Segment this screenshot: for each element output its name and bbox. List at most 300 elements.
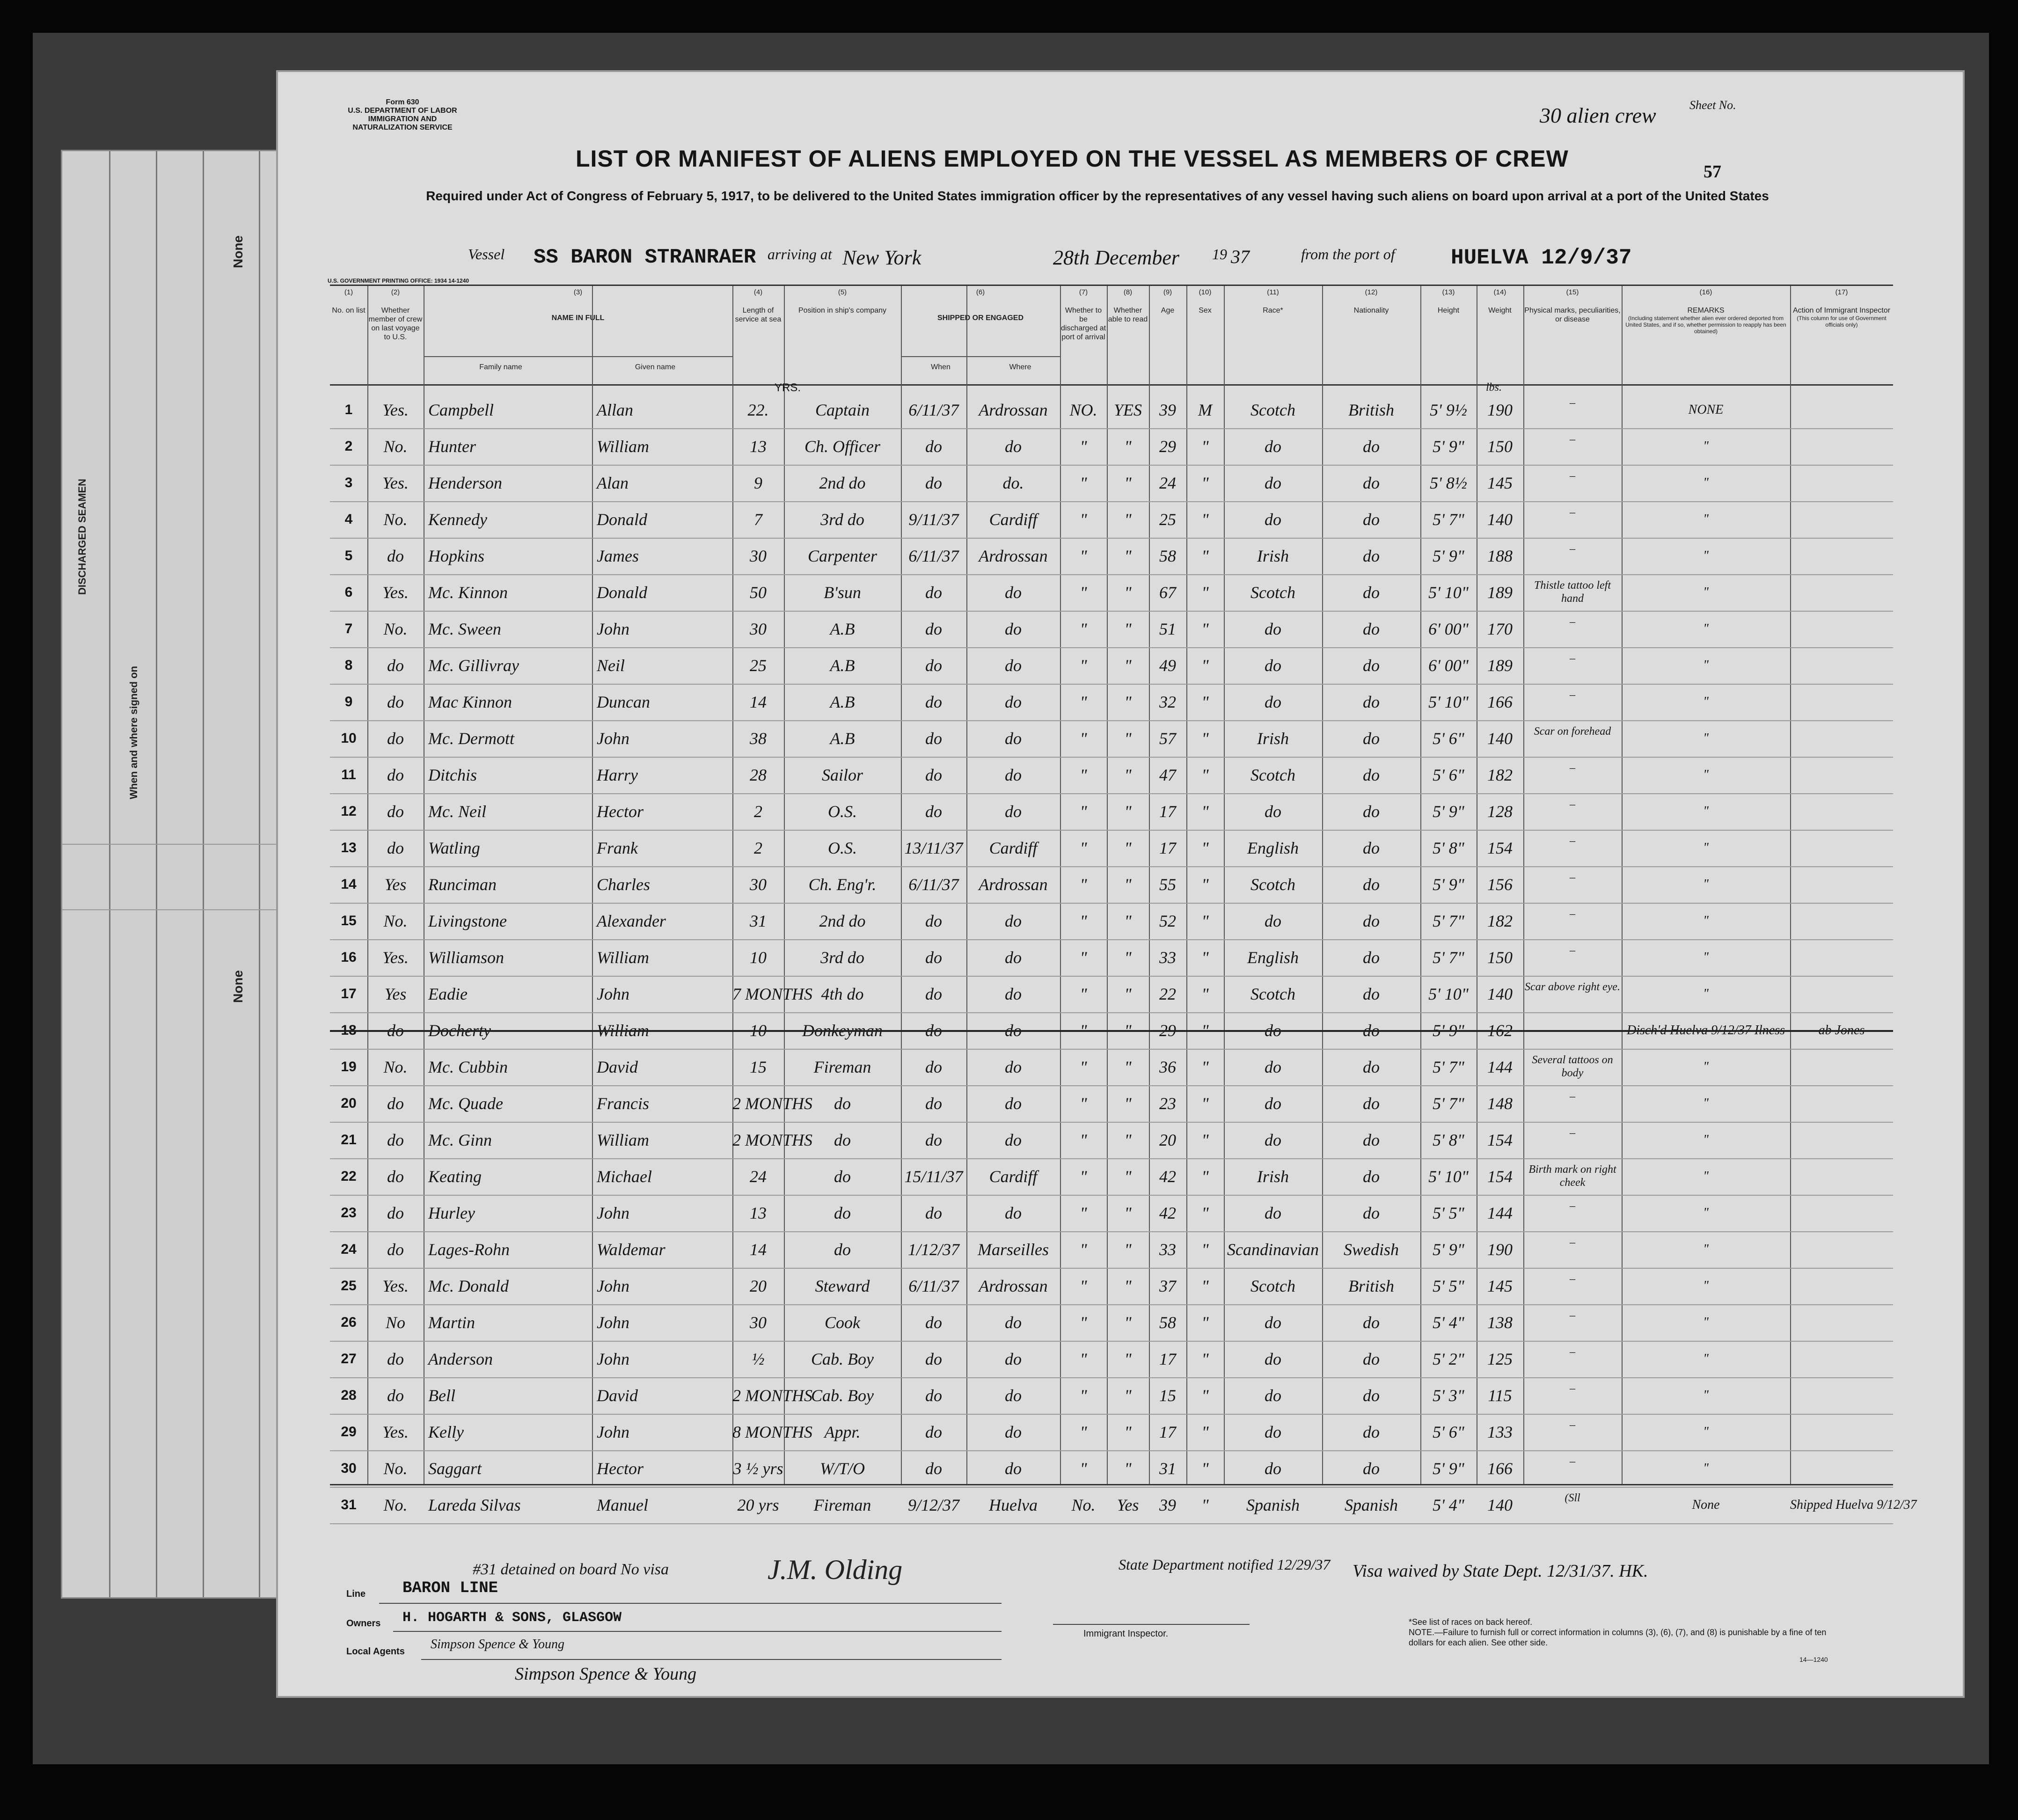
cell-marks: – (1570, 1382, 1575, 1395)
cell-last: Yes. (382, 401, 409, 419)
column-label: Physical marks, peculiarities, or disease (1524, 307, 1621, 323)
cell-race: Scotch (1250, 1277, 1295, 1295)
cell-when: do (925, 1386, 942, 1405)
column-label: Length of service at sea (735, 307, 782, 323)
cell-position: do (834, 1167, 851, 1186)
column-number: (14) (1493, 288, 1506, 296)
vessel-label: Vessel (468, 246, 505, 263)
cell-family: Watling (428, 839, 480, 857)
cell-remarks: " (1703, 841, 1709, 855)
cell-position: Appr. (824, 1423, 861, 1441)
cell-service: ½ (752, 1350, 765, 1368)
cell-race: Irish (1257, 547, 1289, 565)
cell-service: 24 (750, 1167, 767, 1186)
cell-read: " (1124, 1240, 1132, 1259)
cell-weight: 154 (1487, 1131, 1513, 1149)
cell-remarks: " (1703, 987, 1709, 1001)
cell-given: John (597, 1350, 629, 1368)
cell-height: 5' 6" (1433, 729, 1464, 748)
cell-action (1790, 939, 1893, 976)
column-header (1477, 286, 1523, 384)
cell-race: do (1265, 912, 1281, 930)
cell-sex: " (1201, 1058, 1209, 1076)
cell-where: do (1005, 1386, 1022, 1405)
cell-disch: " (1080, 1204, 1087, 1222)
cell-age: 39 (1159, 1496, 1176, 1514)
cell-weight: 150 (1487, 437, 1513, 456)
cell-weight: 144 (1487, 1058, 1513, 1076)
strip-none-2: None (231, 970, 245, 1003)
column-number: (4) (753, 288, 763, 296)
cell-remarks: Disch'd Huelva 9/12/37 Ilness (1626, 1023, 1785, 1038)
cell-last: do (387, 1386, 404, 1405)
cell-position: Cab. Boy (811, 1350, 874, 1368)
table-row (330, 1450, 1893, 1488)
cell-race: do (1265, 510, 1281, 529)
cell-last: Yes (384, 875, 407, 894)
cell-given: John (597, 1204, 629, 1222)
column-number: (3) (573, 288, 583, 296)
cell-height: 5' 10" (1428, 693, 1469, 711)
cell-when: do (925, 437, 942, 456)
cell-sex: " (1201, 620, 1209, 638)
cell-position: O.S. (828, 839, 857, 857)
column-header (1523, 286, 1622, 384)
cell-when: do (925, 1021, 942, 1040)
cell-weight: 140 (1487, 985, 1513, 1003)
cell-sex: " (1201, 693, 1209, 711)
cell-read: " (1124, 474, 1132, 492)
cell-nat: do (1363, 1386, 1380, 1405)
cell-race: do (1265, 437, 1281, 456)
cell-where: do (1005, 1423, 1022, 1441)
cell-weight: 190 (1487, 1240, 1513, 1259)
cell-service: 2 MONTHS (732, 1131, 813, 1149)
cell-action (1790, 903, 1893, 939)
cell-given: William (597, 948, 650, 967)
cell-family: Mc. Donald (428, 1277, 509, 1295)
cell-marks: – (1570, 1273, 1575, 1285)
cell-sex: " (1201, 547, 1209, 565)
cell-read: " (1124, 437, 1132, 456)
column-number: (11) (1267, 288, 1279, 296)
cell-family: Campbell (428, 401, 494, 419)
cell-age: 49 (1159, 656, 1176, 675)
cell-age: 23 (1159, 1094, 1176, 1113)
cell-sex: " (1201, 839, 1209, 857)
cell-remarks: " (1703, 1060, 1709, 1074)
cell-weight: 144 (1487, 1204, 1513, 1222)
cell-when: do (925, 766, 942, 784)
cell-given: Hector (597, 1459, 643, 1478)
cell-marks: Scar above right eye. (1525, 981, 1620, 993)
cell-race: Scotch (1250, 401, 1295, 419)
cell-where: do (1005, 1459, 1022, 1478)
cell-family: Mc. Neil (428, 802, 486, 821)
cell-sex: " (1201, 1021, 1209, 1040)
cell-read: " (1124, 802, 1132, 821)
cell-service: 2 (754, 802, 762, 821)
cell-weight: 145 (1487, 474, 1513, 492)
cell-remarks: " (1703, 804, 1709, 819)
cell-action (1790, 1231, 1893, 1268)
cell-remarks: " (1703, 1315, 1709, 1330)
cell-age: 24 (1159, 474, 1176, 492)
cell-marks: – (1570, 944, 1575, 957)
cell-given: Michael (597, 1167, 652, 1186)
cell-nat: do (1363, 729, 1380, 748)
cell-action (1790, 501, 1893, 538)
cell-height: 5' 3" (1433, 1386, 1464, 1405)
owners-value: H. HOGARTH & SONS, GLASGOW (402, 1610, 622, 1626)
cell-sex: " (1201, 1240, 1209, 1259)
cell-race: Irish (1257, 729, 1289, 748)
cell-where: do (1005, 1131, 1022, 1149)
cell-when: do (925, 985, 942, 1003)
cell-service: 15 (750, 1058, 767, 1076)
cell-weight: 140 (1487, 1496, 1513, 1514)
table-row (330, 1414, 1893, 1451)
cell-disch: " (1080, 1350, 1087, 1368)
cell-no: 29 (341, 1424, 357, 1440)
cell-no: 1 (344, 402, 353, 417)
cell-age: 33 (1159, 1240, 1176, 1259)
cell-sex: " (1201, 1204, 1209, 1222)
cell-sex: " (1201, 766, 1209, 784)
cell-family: Mc. Kinnon (428, 583, 508, 602)
cell-height: 5' 9" (1433, 875, 1464, 894)
cell-height: 5' 9" (1433, 1021, 1464, 1040)
visa-waiver-note: Visa waived by State Dept. 12/31/37. HK. (1353, 1561, 1648, 1581)
cell-remarks: " (1703, 767, 1709, 782)
cell-given: John (597, 620, 629, 638)
column-label: Nationality (1353, 307, 1389, 314)
strike-through-line (330, 1030, 1893, 1032)
cell-marks: – (1570, 543, 1575, 555)
column-number: (15) (1566, 288, 1579, 296)
cell-no: 10 (341, 731, 357, 746)
cell-race: Scotch (1250, 766, 1295, 784)
from-port-label: from the port of (1301, 246, 1395, 263)
cell-service: 13 (750, 437, 767, 456)
cell-family: Williamson (428, 948, 504, 967)
cell-no: 18 (341, 1023, 357, 1038)
table-row (330, 1122, 1893, 1159)
cell-given: Charles (597, 875, 651, 894)
cell-weight: 188 (1487, 547, 1513, 565)
cell-family: Keating (428, 1167, 482, 1186)
table-row (330, 1085, 1893, 1123)
column-label: Whether able to read (1108, 307, 1148, 323)
cell-last: No. (383, 1496, 408, 1514)
cell-remarks: " (1703, 621, 1709, 636)
crew-manifest-table (330, 285, 1917, 1514)
cell-given: William (597, 437, 650, 456)
cell-last: Yes. (382, 583, 409, 602)
cell-no: 20 (341, 1096, 357, 1111)
cell-disch: " (1080, 766, 1087, 784)
cell-marks: Scar on forehead (1534, 725, 1611, 738)
cell-family: Mc. Sween (428, 620, 501, 638)
cell-read: " (1124, 1313, 1132, 1332)
cell-where: Huelva (989, 1496, 1038, 1514)
cell-action (1790, 793, 1893, 830)
cell-nat: do (1363, 437, 1380, 456)
cell-position: do (834, 1204, 851, 1222)
cell-marks: – (1570, 908, 1575, 920)
cell-weight: 140 (1487, 729, 1513, 748)
cell-disch: " (1080, 656, 1087, 675)
cell-position: 2nd do (819, 912, 866, 930)
cell-no: 24 (341, 1242, 357, 1257)
cell-marks: – (1570, 1419, 1575, 1431)
cell-weight: 189 (1487, 583, 1513, 602)
cell-last: No. (383, 437, 408, 456)
cell-no: 30 (341, 1461, 357, 1476)
cell-family: Mc. Ginn (428, 1131, 492, 1149)
cell-disch: " (1080, 875, 1087, 894)
cell-read: " (1124, 839, 1132, 857)
cell-nat: do (1363, 802, 1380, 821)
cell-where: do (1005, 802, 1022, 821)
cell-last: No. (383, 1459, 408, 1478)
cell-disch: " (1080, 1167, 1087, 1186)
cell-when: do (925, 583, 942, 602)
cell-marks: – (1570, 835, 1575, 847)
service-unit-label: YRS. (775, 381, 801, 394)
cell-sex: " (1201, 1131, 1209, 1149)
cell-nat: do (1363, 510, 1380, 529)
cell-where: do (1005, 1021, 1022, 1040)
cell-nat: do (1363, 1313, 1380, 1332)
cell-where: do (1005, 693, 1022, 711)
cell-last: No. (383, 510, 408, 529)
cell-remarks: NONE (1688, 402, 1724, 417)
column-label: No. on list (332, 307, 366, 314)
table-row (330, 1304, 1893, 1342)
discharged-seamen-heading: DISCHARGED SEAMEN (76, 479, 88, 595)
column-number: (9) (1163, 288, 1172, 296)
column-subheader: Family name (479, 363, 522, 371)
hand-note-alien-count: 30 alien crew (1540, 103, 1656, 127)
cell-nat: do (1363, 1058, 1380, 1076)
cell-marks: (Sll (1565, 1492, 1580, 1504)
cell-nat: do (1363, 985, 1380, 1003)
cell-given: William (597, 1131, 650, 1149)
cell-age: 52 (1159, 912, 1176, 930)
column-header (732, 286, 784, 384)
cell-service: 7 MONTHS (732, 985, 813, 1003)
cell-height: 5' 10" (1428, 1167, 1469, 1186)
table-row (330, 647, 1893, 685)
cell-remarks: " (1703, 1206, 1709, 1220)
cell-when: do (925, 1131, 942, 1149)
cell-marks: – (1570, 506, 1575, 519)
cell-when: do (925, 802, 942, 821)
cell-age: 58 (1159, 1313, 1176, 1332)
cell-last: do (387, 1094, 404, 1113)
from-port: HUELVA 12/9/37 (1451, 246, 1632, 270)
cell-action (1790, 866, 1893, 903)
cell-disch: " (1080, 1131, 1087, 1149)
sheet-number: 57 (1704, 162, 1721, 182)
column-note: (This column for use of Government officials only) (1797, 315, 1886, 328)
cell-race: do (1265, 1094, 1281, 1113)
cell-nat: do (1363, 839, 1380, 857)
cell-race: do (1265, 474, 1281, 492)
cell-family: Lages-Rohn (428, 1240, 510, 1259)
cell-disch: " (1080, 729, 1087, 748)
cell-action (1790, 1268, 1893, 1304)
column-number: (8) (1123, 288, 1133, 296)
cell-weight: 182 (1487, 766, 1513, 784)
cell-sex: " (1201, 1386, 1209, 1405)
cell-when: do (925, 474, 942, 492)
cell-family: Lareda Silvas (428, 1496, 521, 1514)
table-row (330, 903, 1893, 940)
cell-family: Mc. Quade (428, 1094, 503, 1113)
cell-race: do (1265, 1021, 1281, 1040)
table-row (330, 574, 1893, 612)
cell-given: Donald (597, 510, 647, 529)
cell-sex: " (1201, 1423, 1209, 1441)
cell-when: do (925, 1313, 942, 1332)
cell-last: Yes. (382, 474, 409, 492)
cell-remarks: " (1703, 1352, 1709, 1366)
cell-family: Bell (428, 1386, 455, 1405)
cell-family: Mc. Cubbin (428, 1058, 508, 1076)
cell-where: do (1005, 766, 1022, 784)
column-header (367, 286, 424, 384)
cell-disch: " (1080, 839, 1087, 857)
column-header (424, 286, 732, 384)
cell-no: 31 (341, 1497, 357, 1513)
cell-read: " (1124, 1386, 1132, 1405)
cell-no: 3 (344, 475, 353, 490)
column-header (1622, 286, 1790, 384)
cell-where: Ardrossan (979, 875, 1048, 894)
cell-action (1790, 1122, 1893, 1158)
cell-position: A.B (830, 620, 855, 638)
column-subheader: Given name (635, 363, 676, 371)
cell-service: 10 (750, 1021, 767, 1040)
cell-remarks: " (1703, 1388, 1709, 1403)
cell-service: 2 (754, 839, 762, 857)
cell-nat: do (1363, 547, 1380, 565)
cell-read: " (1124, 729, 1132, 748)
cell-when: do (925, 729, 942, 748)
column-label: NAME IN FULL (551, 314, 605, 322)
cell-where: do (1005, 620, 1022, 638)
column-number: (7) (1079, 288, 1088, 296)
cell-where: do (1005, 1094, 1022, 1113)
cell-remarks: " (1703, 731, 1709, 746)
table-row (330, 501, 1893, 539)
cell-where: Marseilles (978, 1240, 1049, 1259)
cell-race: do (1265, 1459, 1281, 1478)
cell-disch: " (1080, 1240, 1087, 1259)
cell-weight: 190 (1487, 401, 1513, 419)
table-row (330, 1268, 1893, 1305)
cell-where: do (1005, 437, 1022, 456)
cell-family: Livingstone (428, 912, 507, 930)
column-header (1060, 286, 1107, 384)
cell-marks: – (1570, 616, 1575, 628)
cell-disch: " (1080, 474, 1087, 492)
cell-service: 50 (750, 583, 767, 602)
cell-weight: 150 (1487, 948, 1513, 967)
cell-nat: do (1363, 583, 1380, 602)
cell-service: 7 (754, 510, 762, 529)
cell-age: 57 (1159, 729, 1176, 748)
cell-position: 3rd do (820, 948, 864, 967)
cell-weight: 156 (1487, 875, 1513, 894)
cell-marks: – (1570, 871, 1575, 884)
cell-race: do (1265, 1058, 1281, 1076)
cell-height: 5' 4" (1433, 1496, 1464, 1514)
cell-action (1790, 1341, 1893, 1377)
cell-last: do (387, 1204, 404, 1222)
cell-given: John (597, 729, 629, 748)
cell-disch: " (1080, 620, 1087, 638)
cell-action (1790, 830, 1893, 866)
cell-where: do (1005, 1058, 1022, 1076)
cell-position: A.B (830, 693, 855, 711)
cell-service: 13 (750, 1204, 767, 1222)
cell-last: do (387, 766, 404, 784)
cell-service: 22. (747, 401, 769, 419)
cell-marks: – (1570, 397, 1575, 409)
cell-age: 36 (1159, 1058, 1176, 1076)
cell-no: 7 (344, 621, 353, 636)
cell-where: do (1005, 729, 1022, 748)
cell-family: Hunter (428, 437, 476, 456)
cell-position: Steward (815, 1277, 870, 1295)
cell-nat: do (1363, 1204, 1380, 1222)
cell-when: 13/11/37 (904, 839, 963, 857)
cell-family: Anderson (428, 1350, 493, 1368)
cell-given: John (597, 985, 629, 1003)
column-label: Age (1161, 307, 1175, 314)
cell-last: No. (383, 912, 408, 930)
line-label: Line (346, 1589, 366, 1599)
arrival-year: 37 (1231, 246, 1250, 267)
column-number: (5) (838, 288, 847, 296)
cell-age: 42 (1159, 1167, 1176, 1186)
cell-no: 4 (344, 512, 353, 527)
cell-service: 28 (750, 766, 767, 784)
cell-where: Cardiff (989, 1167, 1038, 1186)
cell-age: 37 (1159, 1277, 1176, 1295)
cell-read: " (1124, 620, 1132, 638)
cell-sex: " (1201, 510, 1209, 529)
cell-action (1790, 1377, 1893, 1414)
cell-no: 19 (341, 1059, 357, 1074)
cell-height: 5' 8" (1433, 839, 1464, 857)
cell-disch: " (1080, 1058, 1087, 1076)
cell-nat: do (1363, 1167, 1380, 1186)
cell-when: 6/11/37 (908, 547, 959, 565)
cell-no: 2 (344, 439, 353, 454)
cell-given: Manuel (597, 1496, 648, 1514)
cell-last: do (387, 1167, 404, 1186)
column-label: Sex (1199, 307, 1212, 314)
cell-last: do (387, 729, 404, 748)
table-row (330, 465, 1893, 502)
cell-nat: do (1363, 948, 1380, 967)
cell-position: Ch. Officer (804, 437, 880, 456)
cell-marks: – (1570, 1200, 1575, 1212)
